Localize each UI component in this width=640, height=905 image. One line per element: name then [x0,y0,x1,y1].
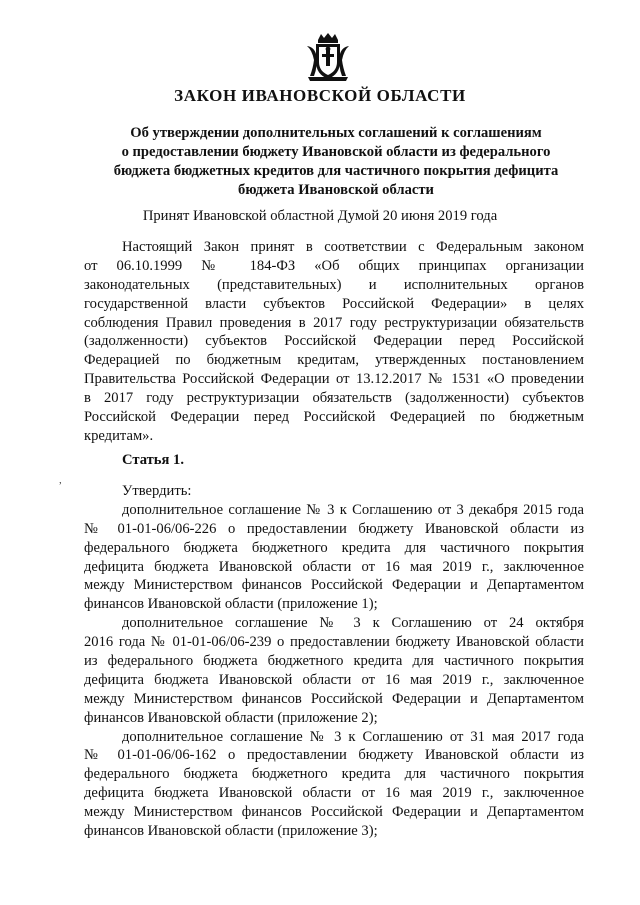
preamble-line: (задолженности) субъектов Российской Федерации перед Российской [84,333,584,350]
margin-mark: , [59,474,62,486]
preamble-line: Российской Федерации перед Российской Федерацией по бюджетным [84,409,584,426]
item-line: № 01-01-06/06-226 о предоставлении бюджету Ивановской области из [84,520,584,537]
subtitle-line: бюджета бюджетных кредитов для частичного покрытия дефицита [113,163,559,179]
preamble-line: Федерацией по бюджетным кредитам, утвержденных постановлением [84,352,584,369]
subtitle-line: о предоставлении бюджету Ивановской области из федерального [121,144,551,160]
item-line: дефицита бюджета Ивановской области от 16 мая 2019 г., заключенное [84,558,584,575]
item-line: дополнительное соглашение № 3 к Соглашению от 31 мая 2017 года [122,728,584,745]
item-line: между Министерством финансов Российской Федерации и Департаментом [84,690,584,707]
preamble-line: государственной власти субъектов Российской Федерации» в целях [84,295,584,312]
item-line: из федерального бюджета бюджетного кредита для частичного покрытия [84,653,584,670]
item-line: дополнительное соглашение № 3 к Соглашению от 24 октября [122,615,584,632]
article-heading: Статья 1. [122,452,184,468]
article-lead: Утвердить: [122,483,192,499]
subtitle-line: бюджета Ивановской области [238,182,434,198]
item-line: между Министерством финансов Российской Федерации и Департаментом [84,804,584,821]
article-body [84,482,584,841]
preamble-line: кредитам». [84,427,154,444]
preamble-line: Правительства Российской Федерации от 13.12.2017 № 1531 «О проведении [84,371,584,388]
item-line: финансов Ивановской области (приложение 2); [84,709,378,726]
preamble-line: в 2017 году реструктуризации обязательств (задолженности) субъектов [84,390,584,407]
item-line: 2016 года № 01-01-06/06-239 о предоставлении бюджету Ивановской области [84,634,584,651]
subtitle-line: Об утверждении дополнительных соглашений к соглашениям [130,125,542,141]
item-line: финансов Ивановской области (приложение 3); [84,823,378,840]
law-subtitle [88,124,584,200]
item-line: дефицита бюджета Ивановской области от 16 мая 2019 г., заключенное [84,785,584,802]
item-line: дефицита бюджета Ивановской области от 16 мая 2019 г., заключенное [84,671,584,688]
item-line: федерального бюджета бюджетного кредита для частичного покрытия [84,539,584,556]
preamble-line: от 06.10.1999 № 184-ФЗ «Об общих принципах организации [84,257,584,274]
item-line: финансов Ивановской области (приложение 1); [84,596,378,613]
item-line: между Министерством финансов Российской Федерации и Департаментом [84,577,584,594]
law-title: ЗАКОН ИВАНОВСКОЙ ОБЛАСТИ [174,86,466,105]
preamble-line: соблюдения Правил проведения в 2017 году реструктуризации обязательств [84,314,584,331]
preamble-line: Настоящий Закон принят в соответствии с Федеральным законом [122,239,584,255]
item-line: федерального бюджета бюджетного кредита для частичного покрытия [84,766,584,783]
preamble [84,238,584,446]
coat-of-arms-icon [304,32,352,82]
item-line: № 01-01-06/06-162 о предоставлении бюджету Ивановской области из [84,747,584,764]
adoption-date: Принят Ивановской областной Думой 20 июня 2019 года [142,208,498,224]
item-line: дополнительное соглашение № 3 к Соглашению от 3 декабря 2015 года [122,501,584,518]
preamble-line: законодательных (представительных) и исполнительных органов [84,276,584,293]
